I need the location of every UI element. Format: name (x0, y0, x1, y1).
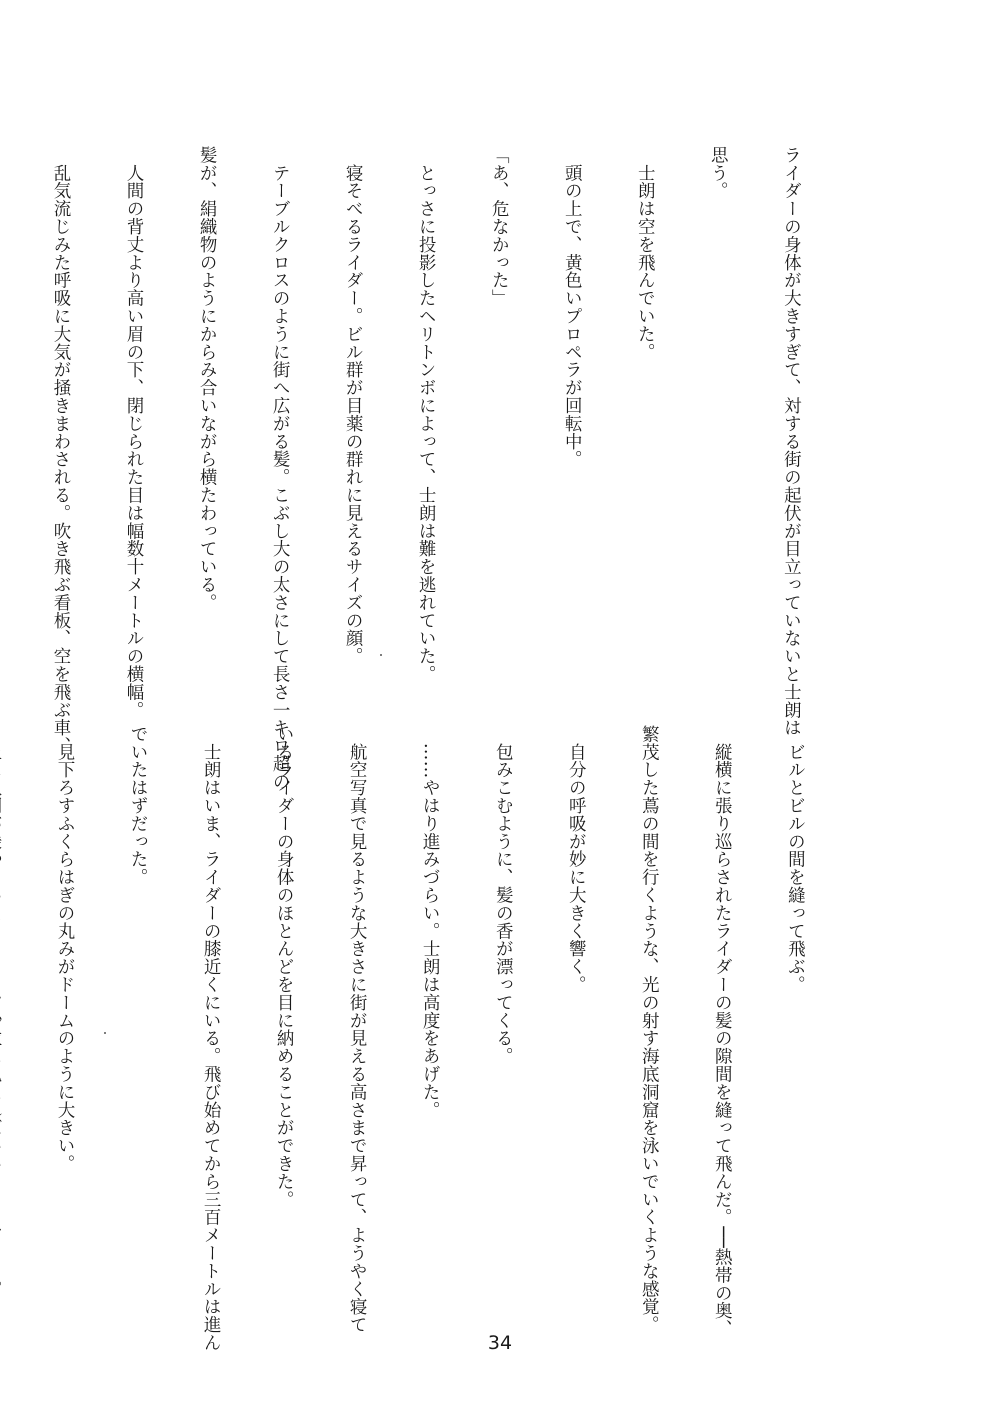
text-line: 縦横に張り巡らされたライダーの髪の隙間を縫って飛んだ。──熱帯の奥、 (712, 725, 733, 1338)
text-line: 思う。 (708, 146, 729, 200)
scan-speck (104, 1032, 106, 1034)
text-line: 士朗は空を飛んでいた。 (635, 146, 656, 361)
text-line: 包みこむように、髪の香が漂ってくる。 (493, 725, 514, 1066)
scan-speck (380, 654, 382, 656)
text-line: 乱気流じみた呼吸に大気が掻きまわされる。吹き飛ぶ看板、空を飛ぶ車、 (51, 146, 71, 755)
text-line: 見下ろすふくらはぎの丸みがドームのように大きい。 (55, 725, 75, 1173)
text-line: 人間の背丈より高い眉の下、閉じられた目は幅数十メートルの横幅。 (124, 146, 145, 719)
text-line: 頭の上で、黄色いプロペラが回転中。 (562, 146, 583, 469)
text-line: 繁茂した蔦の間を行くような、光の射す海底洞窟を泳いでいくような感覚。 (639, 725, 660, 1334)
text-line: でいたはずだった。 (128, 725, 149, 887)
text-line: ライダーの身体が大きすぎて、対する街の起伏が目立っていないと士朗は (781, 146, 802, 737)
text-line: 士朗はいま、ライダーの膝近くにいる。飛び始めてから三百メートルは進ん (201, 725, 222, 1352)
text-line: 髪が、絹織物のようにからみ合いながら横たわっている。 (197, 146, 218, 612)
text-line: いるライダーの身体のほとんどを目に納めることができた。 (274, 725, 295, 1209)
text-line: テーブルクロスのように街へ広がる髪。こぶし大の太さにして長さ一キロ超の (270, 146, 291, 791)
text-line (0, 725, 4, 1285)
page-number: 34 (487, 1332, 513, 1354)
text-line: とっさに投影したヘリトンボによって、士朗は難を逃れていた。 (416, 146, 437, 683)
text-line: 寝そべるライダー。ビル群が目薬の群れに見えるサイズの顔。 (343, 146, 364, 666)
text-line: 自分の呼吸が妙に大きく響く。 (566, 725, 587, 994)
text-line: ……やはり進みづらい。士朗は高度をあげた。 (420, 725, 441, 1119)
text-line: 「あ、危なかった」 (489, 146, 510, 308)
text-line: 航空写真で見るような大きさに街が見える高さまで昇って、ようやく寝て (347, 725, 368, 1334)
upper-text-column-block (51, 146, 852, 791)
text-line: ビルとビルの間を縫って飛ぶ。 (785, 725, 806, 994)
